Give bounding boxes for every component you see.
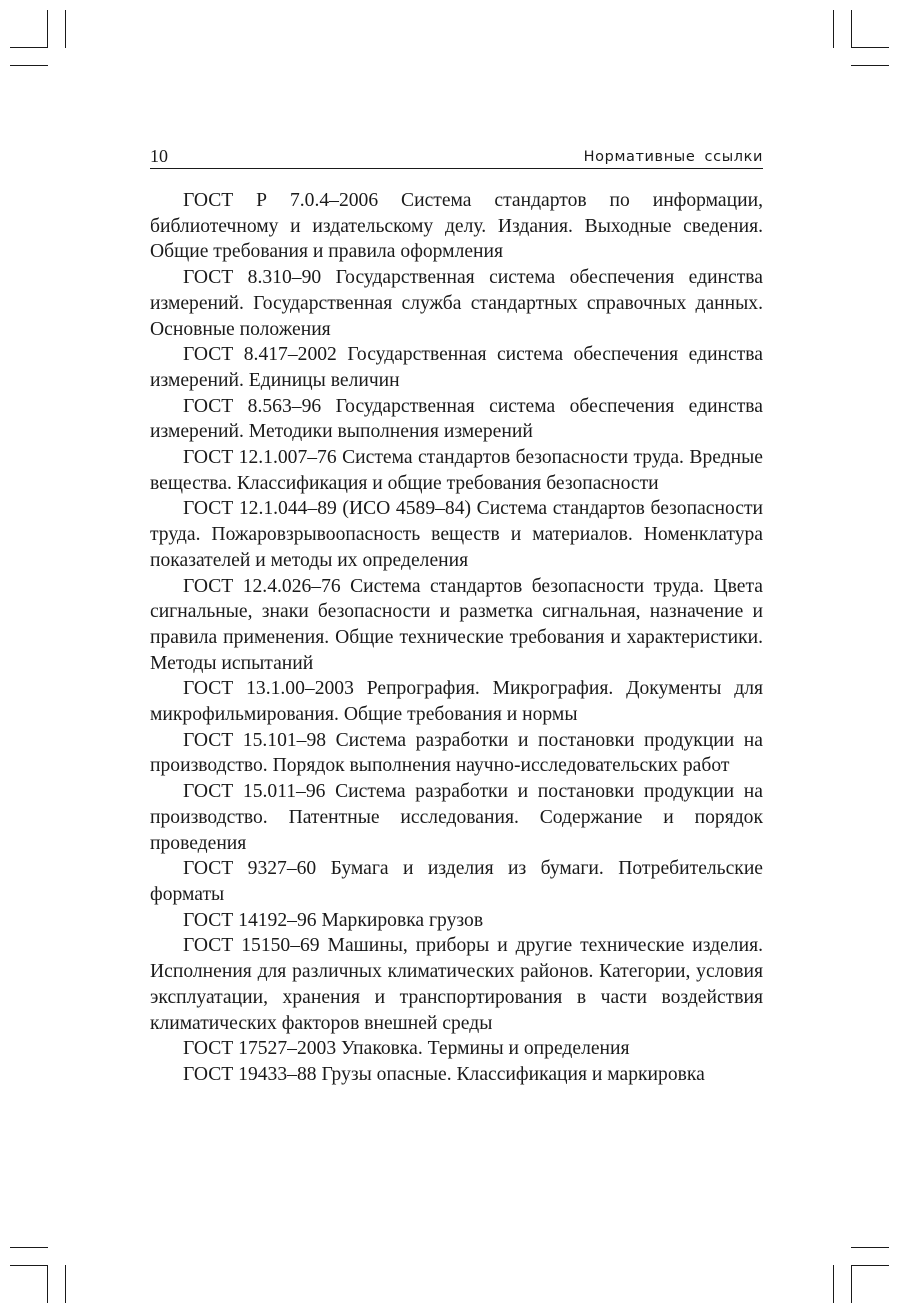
crop-mark-bottom-right-h2 (851, 1265, 889, 1266)
crop-mark-bottom-left-v2 (65, 1265, 66, 1303)
running-title: Нормативные ссылки (583, 149, 763, 165)
reference-entry: ГОСТ 9327–60 Бумага и изделия из бумаги. Потребительские форматы (150, 858, 763, 905)
crop-mark-top-left-v2 (65, 10, 66, 48)
crop-mark-top-right-v2 (833, 10, 834, 48)
crop-mark-top-left-v1 (47, 10, 48, 48)
reference-entry: ГОСТ 8.310–90 Государственная система обеспечения единства измерений. Государственная служба стандартных справочных данных. Основные положения (150, 267, 763, 340)
reference-entry: ГОСТ 8.417–2002 Государственная система обеспечения единства измерений. Единицы величин (150, 344, 763, 391)
crop-mark-bottom-right-h (851, 1247, 889, 1248)
page-header (150, 146, 763, 169)
crop-mark-bottom-left-v1 (47, 1265, 48, 1303)
reference-entry: ГОСТ 13.1.00–2003 Репрография. Микрография. Документы для микрофильмирования. Общие требования и нормы (150, 678, 763, 726)
reference-entry: ГОСТ 8.563–96 Государственная система обеспечения единства измерений. Методики выполнения измерений (150, 395, 763, 443)
reference-entry: ГОСТ 12.1.007–76 Система стандартов безопасности труда. Вредные вещества. Классификация и общие требования безопасности (150, 447, 763, 494)
crop-mark-bottom-right-v1 (851, 1265, 852, 1303)
reference-entry: ГОСТ 17527–2003 Упаковка. Термины и определения (183, 1038, 630, 1060)
reference-entry: ГОСТ Р 7.0.4–2006 Система стандартов по информации, библиотечному и издательскому делу. Издания. Выходные сведения. Общие требования и правила оформления (150, 190, 763, 263)
reference-entry: ГОСТ 15150–69 Машины, приборы и другие технические изделия. Исполнения для различных климатических районов. Категории, условия эксплуатации, хранения и транспортирования в части воздействия климатических факторов внешней среды (150, 935, 763, 1034)
reference-entry: ГОСТ 19433–88 Грузы опасные. Классификация и маркировка (183, 1063, 705, 1085)
reference-entry: ГОСТ 15.101–98 Система разработки и постановки продукции на производство. Порядок выполнения научно-исследовательских работ (150, 729, 763, 777)
references-list (150, 188, 763, 1088)
crop-mark-bottom-left-h (10, 1247, 48, 1248)
crop-mark-top-left-h (10, 47, 48, 48)
crop-mark-top-right-h2 (851, 65, 889, 66)
reference-entry: ГОСТ 15.011–96 Система разработки и постановки продукции на производство. Патентные исследования. Содержание и порядок проведения (150, 781, 763, 854)
crop-mark-bottom-left-h2 (10, 1265, 48, 1266)
page-number: 10 (150, 146, 168, 166)
reference-entry: ГОСТ 12.4.026–76 Система стандартов безопасности труда. Цвета сигнальные, знаки безопасности и разметка сигнальная, назначение и правила применения. Общие технические требования и характеристики. Методы испытаний (150, 575, 763, 674)
crop-mark-bottom-right-v2 (833, 1265, 834, 1303)
reference-entry: ГОСТ 12.1.044–89 (ИСО 4589–84) Система стандартов безопасности труда. Пожаровзрывоопасность веществ и материалов. Номенклатура показателей и методы их определения (150, 498, 763, 571)
crop-mark-top-left-h2 (10, 65, 48, 66)
crop-mark-top-right-h (851, 47, 889, 48)
reference-entry: ГОСТ 14192–96 Маркировка грузов (183, 909, 484, 931)
crop-mark-top-right-v1 (851, 10, 852, 48)
